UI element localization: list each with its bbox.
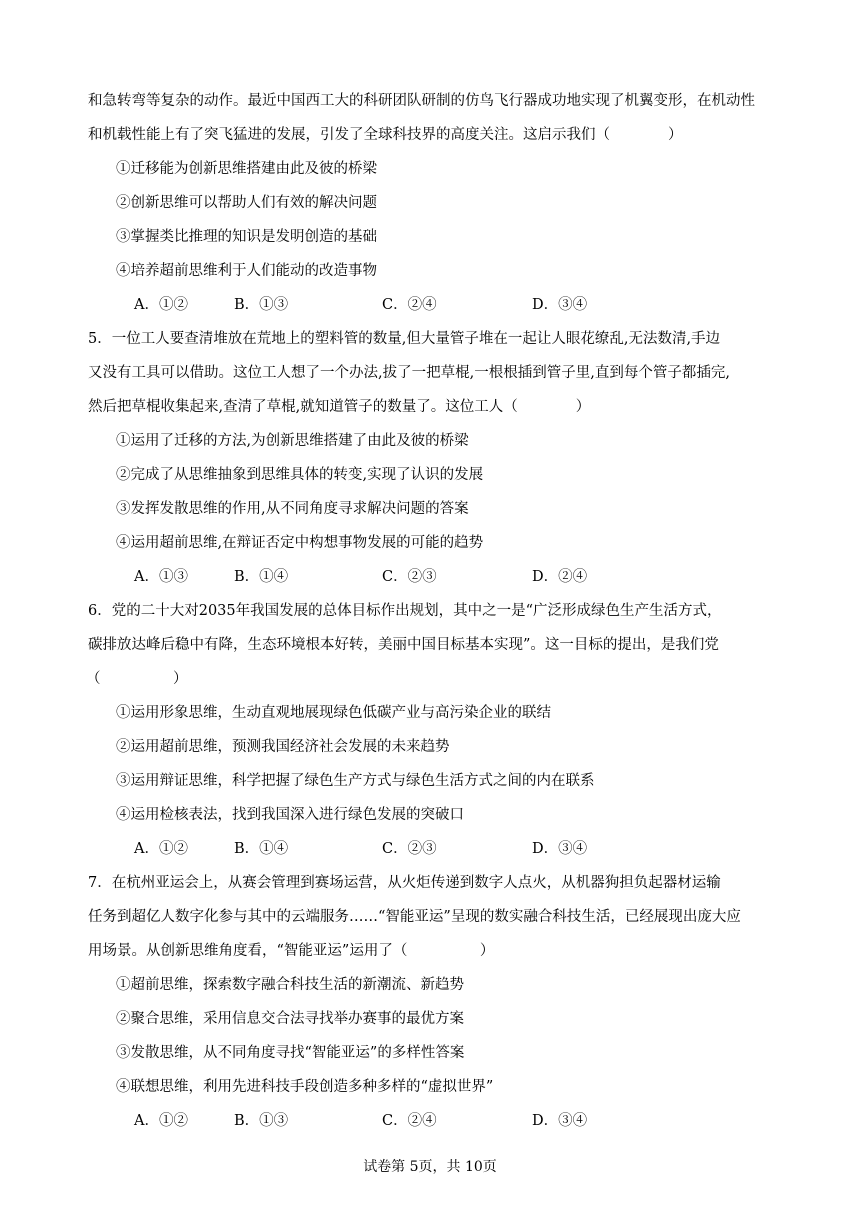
q5-choice-c: C．②③ bbox=[382, 569, 437, 585]
q7-choice-b: B．①③ bbox=[234, 1113, 289, 1129]
q4-choice-c: C．②④ bbox=[382, 297, 437, 313]
q6-choice-d: D．③④ bbox=[532, 841, 588, 857]
q5-text-line: 5．一位工人要查清堆放在荒地上的塑料管的数量,但大量管子堆在一起让人眼花缭乱,无法数清,手边 bbox=[88, 331, 721, 347]
q4-choice-a: A．①② bbox=[134, 297, 188, 313]
q5-option-2: ②完成了从思维抽象到思维具体的转变,实现了认识的发展 bbox=[116, 467, 484, 483]
q4-choice-d: D．③④ bbox=[532, 297, 588, 313]
q7-choice-c: C．②④ bbox=[382, 1113, 437, 1129]
q6-text-line: 碳排放达峰后稳中有降，生态环境根本好转，美丽中国目标基本实现”。这一目标的提出，是我们党 bbox=[88, 637, 719, 653]
q6-option-1: ①运用形象思维，生动直观地展现绿色低碳产业与高污染企业的联结 bbox=[116, 705, 551, 721]
q5-choices bbox=[134, 567, 834, 587]
q5-choice-a: A．①③ bbox=[134, 569, 188, 585]
q7-text-line: 用场景。从创新思维角度看，“智能亚运”运用了（ ） bbox=[88, 943, 495, 959]
q6-option-4: ④运用检核表法，找到我国深入进行绿色发展的突破口 bbox=[116, 807, 464, 823]
q6-choice-b: B．①④ bbox=[234, 841, 289, 857]
page-footer: 试卷第 5页，共 10页 bbox=[363, 1159, 497, 1175]
q4-text-line: 和机载性能上有了突飞猛进的发展，引发了全球科技界的高度关注。这启示我们（ ） bbox=[88, 127, 683, 143]
q6-choice-a: A．①② bbox=[134, 841, 188, 857]
q7-option-1: ①超前思维，探索数字融合科技生活的新潮流、新趋势 bbox=[116, 977, 464, 993]
q5-choice-b: B．①④ bbox=[234, 569, 289, 585]
q4-choices bbox=[134, 295, 834, 315]
q6-option-2: ②运用超前思维，预测我国经济社会发展的未来趋势 bbox=[116, 739, 450, 755]
q4-choice-b: B．①③ bbox=[234, 297, 289, 313]
q7-option-4: ④联想思维，利用先进科技手段创造多种多样的“虚拟世界” bbox=[116, 1079, 494, 1095]
q4-option-1: ①迁移能为创新思维搭建由此及彼的桥梁 bbox=[116, 161, 377, 177]
q7-text-line: 7．在杭州亚运会上，从赛会管理到赛场运营，从火炬传递到数字人点火，从机器狗担负起器材运输 bbox=[88, 875, 721, 891]
q7-text-line: 任务到超亿人数字化参与其中的云端服务……“智能亚运”呈现的数实融合科技生活，已经展现出庞大应 bbox=[88, 909, 741, 925]
q6-choice-c: C．②③ bbox=[382, 841, 437, 857]
q5-text-line: 又没有工具可以借助。这位工人想了一个办法,拔了一把草棍,一根根插到管子里,直到每个管子都插完, bbox=[88, 365, 730, 381]
q7-choices bbox=[134, 1111, 834, 1131]
q5-text-line: 然后把草棍收集起来,查清了草棍,就知道管子的数量了。这位工人（ ） bbox=[88, 399, 591, 415]
q7-choice-a: A．①② bbox=[134, 1113, 188, 1129]
q4-text-line: 和急转弯等复杂的动作。最近中国西工大的科研团队研制的仿鸟飞行器成功地实现了机翼变形，在机动性 bbox=[88, 93, 755, 109]
q7-option-2: ②聚合思维，采用信息交合法寻找举办赛事的最优方案 bbox=[116, 1011, 464, 1027]
q5-option-3: ③发挥发散思维的作用,从不同角度寻求解决问题的答案 bbox=[116, 501, 469, 517]
q5-option-4: ④运用超前思维,在辩证否定中构想事物发展的可能的趋势 bbox=[116, 535, 484, 551]
q4-option-3: ③掌握类比推理的知识是发明创造的基础 bbox=[116, 229, 377, 245]
q6-choices bbox=[134, 839, 834, 859]
q6-text-line: 6．党的二十大对2035年我国发展的总体目标作出规划，其中之一是“广泛形成绿色生产生活方式， bbox=[88, 603, 722, 619]
q5-option-1: ①运用了迁移的方法,为创新思维搭建了由此及彼的桥梁 bbox=[116, 433, 469, 449]
q5-choice-d: D．②④ bbox=[532, 569, 588, 585]
q7-option-3: ③发散思维，从不同角度寻找“智能亚运”的多样性答案 bbox=[116, 1045, 465, 1061]
q7-choice-d: D．③④ bbox=[532, 1113, 588, 1129]
q4-option-2: ②创新思维可以帮助人们有效的解决问题 bbox=[116, 195, 377, 211]
q6-option-3: ③运用辩证思维，科学把握了绿色生产方式与绿色生活方式之间的内在联系 bbox=[116, 773, 595, 789]
q4-option-4: ④培养超前思维利于人们能动的改造事物 bbox=[116, 263, 377, 279]
q6-answer-blank: （ ） bbox=[86, 671, 188, 687]
